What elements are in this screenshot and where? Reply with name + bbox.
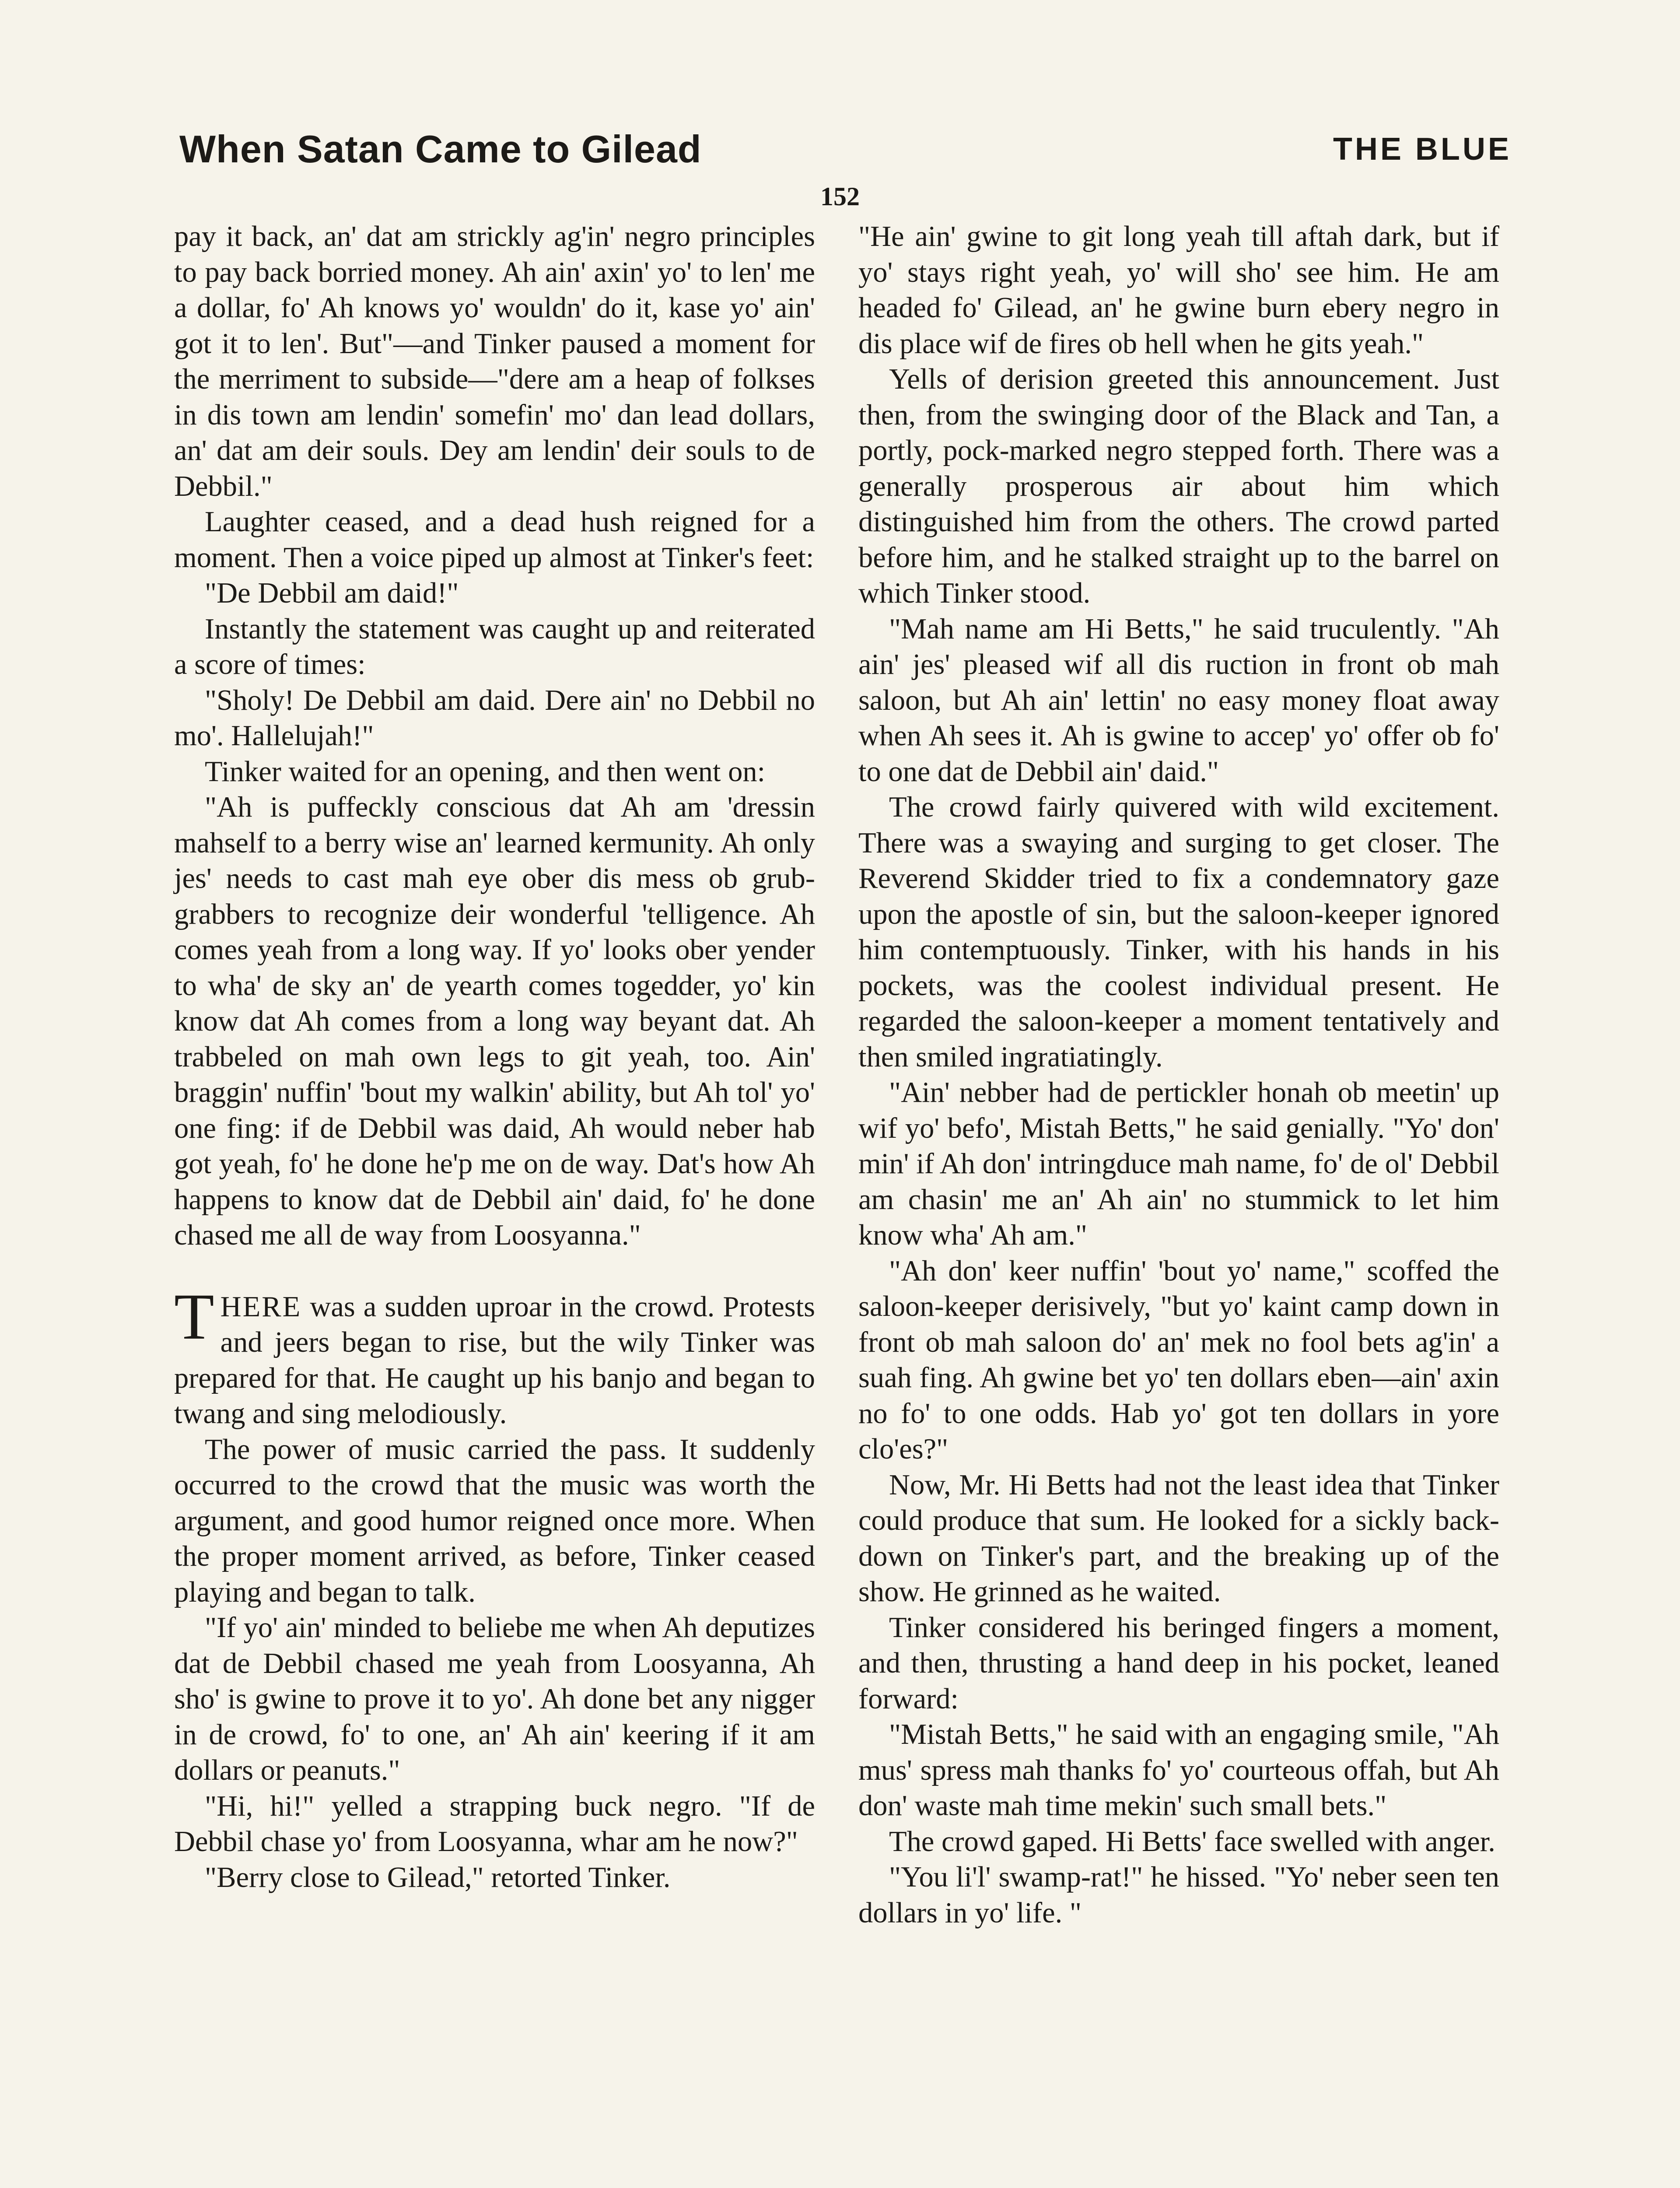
- paragraph: Yells of derision greeted this announcement. Just then, from the swinging door of the Black and Tan, a portly, pock-marked negro stepped forth. There was a generally prosperous air about him which distinguished him from the others. The crowd parted before him, and he stalked straight up to the barrel on which Tinker stood.: [858, 363, 1499, 609]
- paragraph: "Ah is puffeckly conscious dat Ah am 'dressin mahself to a berry wise an' learned kermunity. Ah only jes' needs to cast mah eye ober dis mess ob grub-grabbers to recognize deir wonderful 'telligence. Ah comes yeah from a long way. If yo' looks ober yender to wha' de sky an' de yearth comes togedder, yo' kin know dat Ah comes from a long way beyant dat. Ah trabbeled on mah own legs to git yeah, too. Ain' braggin' nuffin' 'bout my walkin' ability, but Ah tol' yo' one fing: if de Debbil was daid, Ah would neber hab got yeah, fo' he done he'p me on de way. Dat's how Ah happens to know dat de Debbil ain' daid, fo' he done chased me all de way from Loosyanna.": [174, 791, 815, 1251]
- magazine-name: THE BLUE: [1333, 132, 1512, 167]
- paragraph: "Berry close to Gilead," retorted Tinker.: [205, 1861, 671, 1893]
- right-column: [858, 219, 1499, 1931]
- page-header: [179, 127, 1512, 179]
- paragraph: pay it back, an' dat am strickly ag'in' negro principles to pay back borried money. Ah ain' axin' yo' to len' me a dollar, fo' Ah knows yo' wouldn' do it, kase yo' ain' got it to len'. But"—and Tinker paused a moment for the merriment to subside—"dere am a heap of folkses in dis town am lendin' somefin' mo' dan lead dollars, an' dat am deir souls. Dey am lendin' deir souls to de Debbil.": [174, 221, 815, 502]
- paragraph: "Mistah Betts," he said with an engaging smile, "Ah mus' spress mah thanks fo' yo' courteous offah, but Ah don' waste mah time mekin' such small bets.": [858, 1718, 1499, 1822]
- drop-cap: T: [174, 1280, 214, 1353]
- paragraph: The crowd gaped. Hi Betts' face swelled with anger.: [889, 1825, 1495, 1858]
- paragraph: "You li'l' swamp-rat!" he hissed. "Yo' neber seen ten dollars in yo' life. ": [858, 1861, 1499, 1929]
- paragraph: Laughter ceased, and a dead hush reigned for a moment. Then a voice piped up almost at Tinker's feet:: [174, 506, 815, 574]
- paragraph: "He ain' gwine to git long yeah till aftah dark, but if yo' stays right yeah, yo' will sho' see him. He am headed fo' Gilead, an' he gwine burn ebery negro in dis place wif de fires ob hell when he gits yeah.": [858, 221, 1499, 360]
- opening-word: HERE: [220, 1290, 302, 1323]
- paragraph: "De Debbil am daid!": [205, 577, 459, 609]
- paragraph: "Mah name am Hi Betts," he said truculently. "Ah ain' jes' pleased wif all dis ruction in front ob mah saloon, but Ah ain' lettin' no easy money float away when Ah sees it. Ah is gwine to accep' yo' offer ob fo' to one dat de Debbil ain' daid.": [858, 613, 1499, 788]
- opening-text: was a sudden uproar in the crowd. Protests and jeers began to rise, but the wily Tinker was prepared for that. He caught up his banjo and began to twang and sing melodiously.: [174, 1290, 815, 1430]
- paragraph: "Hi, hi!" yelled a strapping buck negro. "If de Debbil chase yo' from Loosyanna, whar am he now?": [174, 1790, 815, 1858]
- paragraph: The power of music carried the pass. It suddenly occurred to the crowd that the music was worth the argument, and good humor reigned once more. When the proper moment arrived, as before, Tinker ceased playing and began to talk.: [174, 1433, 815, 1608]
- section-break: [174, 1253, 815, 1289]
- paragraph: Tinker considered his beringed fingers a moment, and then, thrusting a hand deep in his pocket, leaned forward:: [858, 1611, 1499, 1715]
- page-number: 152: [820, 182, 860, 211]
- paragraph: "Ain' nebber had de pertickler honah ob meetin' up wif yo' befo', Mistah Betts," he said genially. "Yo' don' min' if Ah don' intringduce mah name, fo' de ol' Debbil am chasin' me an' Ah ain' no stummick to let him know wha' Ah am.": [858, 1076, 1499, 1251]
- paragraph: Now, Mr. Hi Betts had not the least idea that Tinker could produce that sum. He looked for a sickly back-down on Tinker's part, and the breaking up of the show. He grinned as he waited.: [858, 1469, 1499, 1608]
- paragraph: "Sholy! De Debbil am daid. Dere ain' no Debbil no mo'. Hallelujah!": [174, 684, 815, 752]
- paragraph: The crowd fairly quivered with wild excitement. There was a swaying and surging to get closer. The Reverend Skidder tried to fix a condemnatory gaze upon the apostle of sin, but the saloon-keeper ignored him contemptuously. Tinker, with his hands in his pockets, was the coolest individual present. He regarded the saloon-keeper a moment tentatively and then smiled ingratiatingly.: [858, 791, 1499, 1073]
- story-title: When Satan Came to Gilead: [179, 127, 702, 171]
- paragraph: Instantly the statement was caught up and reiterated a score of times:: [174, 613, 815, 680]
- paragraph: Tinker waited for an opening, and then went on:: [205, 755, 766, 788]
- section-opening-paragraph: [174, 1280, 815, 1432]
- paragraph: "If yo' ain' minded to beliebe me when Ah deputizes dat de Debbil chased me yeah from Loosyanna, Ah sho' is gwine to prove it to yo'. Ah done bet any nigger in de crowd, fo' to one, an' Ah ain' keering if it am dollars or peanuts.": [174, 1612, 815, 1786]
- paragraph: "Ah don' keer nuffin' 'bout yo' name," scoffed the saloon-keeper derisively, "but yo' kaint camp down in front ob mah saloon do' an' mek no fool bets ag'in' a suah fing. Ah gwine bet yo' ten dollars eben—ain' axin no fo' to one odds. Hab yo' got ten dollars in yore clo'es?": [858, 1255, 1499, 1465]
- left-column: [174, 219, 815, 1895]
